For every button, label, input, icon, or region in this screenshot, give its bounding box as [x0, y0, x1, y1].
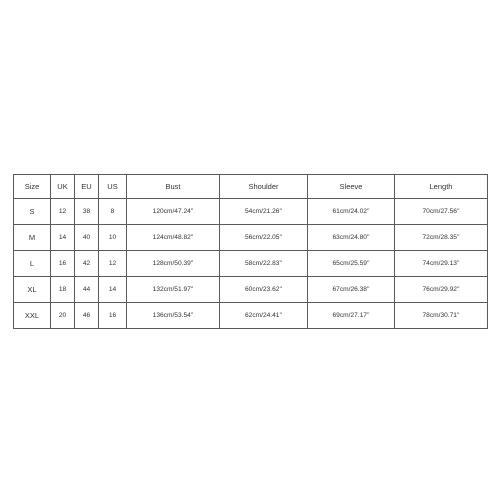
cell-uk: 12 — [51, 199, 75, 225]
cell-us: 14 — [99, 277, 127, 303]
cell-bust: 136cm/53.54'' — [127, 303, 220, 329]
table-row — [14, 303, 488, 329]
cell-sleeve: 67cm/26.38'' — [308, 277, 395, 303]
cell-us: 8 — [99, 199, 127, 225]
cell-shoulder: 58cm/22.83'' — [220, 251, 308, 277]
header-size: Size — [14, 175, 51, 199]
cell-length: 78cm/30.71'' — [395, 303, 488, 329]
cell-size: M — [14, 225, 51, 251]
cell-size: L — [14, 251, 51, 277]
cell-sleeve: 63cm/24.80'' — [308, 225, 395, 251]
table-row — [14, 199, 488, 225]
table-row — [14, 251, 488, 277]
cell-sleeve: 69cm/27.17'' — [308, 303, 395, 329]
header-bust: Bust — [127, 175, 220, 199]
table-header-row — [14, 175, 488, 199]
header-us: US — [99, 175, 127, 199]
cell-eu: 38 — [75, 199, 99, 225]
cell-length: 72cm/28.35'' — [395, 225, 488, 251]
cell-eu: 40 — [75, 225, 99, 251]
cell-uk: 16 — [51, 251, 75, 277]
header-shoulder: Shoulder — [220, 175, 308, 199]
cell-us: 12 — [99, 251, 127, 277]
cell-size: S — [14, 199, 51, 225]
cell-shoulder: 54cm/21.26'' — [220, 199, 308, 225]
cell-us: 10 — [99, 225, 127, 251]
cell-size: XXL — [14, 303, 51, 329]
table-row — [14, 277, 488, 303]
cell-uk: 14 — [51, 225, 75, 251]
cell-us: 16 — [99, 303, 127, 329]
table-row — [14, 225, 488, 251]
cell-length: 76cm/29.92'' — [395, 277, 488, 303]
cell-size: XL — [14, 277, 51, 303]
cell-shoulder: 62cm/24.41'' — [220, 303, 308, 329]
cell-bust: 128cm/50.39'' — [127, 251, 220, 277]
header-sleeve: Sleeve — [308, 175, 395, 199]
cell-uk: 18 — [51, 277, 75, 303]
cell-eu: 42 — [75, 251, 99, 277]
cell-length: 70cm/27.56'' — [395, 199, 488, 225]
cell-sleeve: 61cm/24.02'' — [308, 199, 395, 225]
cell-eu: 46 — [75, 303, 99, 329]
header-uk: UK — [51, 175, 75, 199]
cell-shoulder: 56cm/22.05'' — [220, 225, 308, 251]
cell-uk: 20 — [51, 303, 75, 329]
header-length: Length — [395, 175, 488, 199]
cell-bust: 124cm/48.82'' — [127, 225, 220, 251]
cell-length: 74cm/29.13'' — [395, 251, 488, 277]
header-eu: EU — [75, 175, 99, 199]
cell-bust: 132cm/51.97'' — [127, 277, 220, 303]
cell-sleeve: 65cm/25.59'' — [308, 251, 395, 277]
size-chart-table — [13, 174, 488, 329]
cell-shoulder: 60cm/23.62'' — [220, 277, 308, 303]
cell-eu: 44 — [75, 277, 99, 303]
cell-bust: 120cm/47.24'' — [127, 199, 220, 225]
